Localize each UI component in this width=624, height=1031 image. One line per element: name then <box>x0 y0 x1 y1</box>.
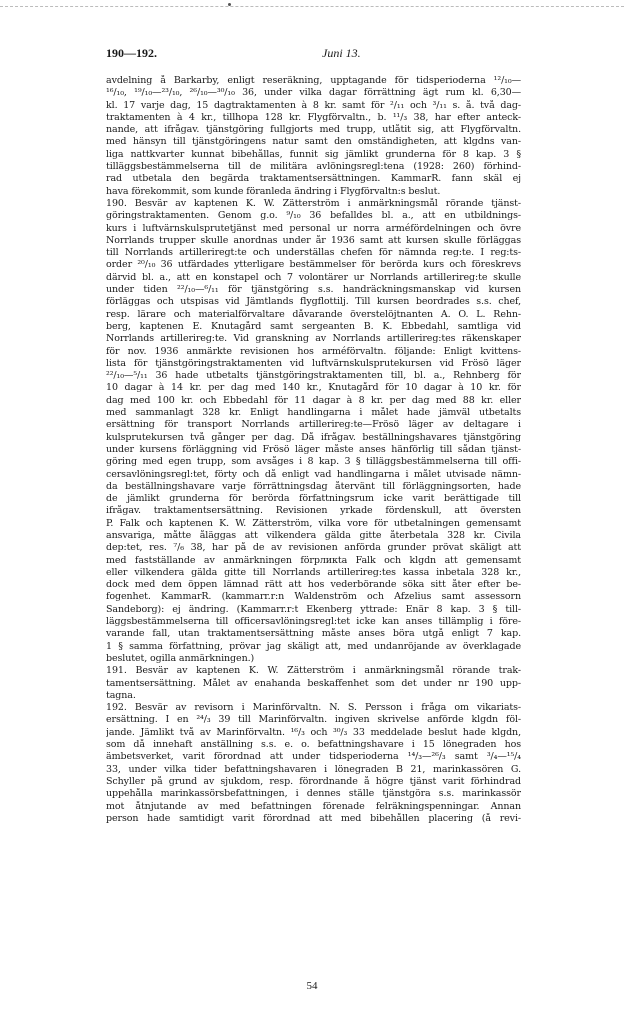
text-line: order ²⁰/₁₀ 36 utfärdades ytterligare bestämmelser för berörda kurs och föreskrevs <box>106 259 521 271</box>
text-line: 10 dagar à 14 kr. per dag med 140 kr., Knutagård för 10 dagar à 10 kr. för <box>106 382 521 394</box>
text-line: ersättning. I en ²⁴/₃ 39 till Marinförvaltn. ingiven skrivelse anförde klgdn föl- <box>106 714 521 726</box>
text-line: tamentsersättning. Målet av enahanda beskaffenhet som det under nr 190 upp- <box>106 677 521 689</box>
section-range: 190—192. <box>106 46 157 60</box>
text-line: 33, under vilka tider befattningshavaren i lönegraden B 21, marinkassören G. <box>106 763 521 775</box>
text-line: da beställningshavare varje förrättningsdag återvänt till förläggningsorten, hade <box>106 480 521 492</box>
text-line: kurs i luftvärnskulsprutetjänst med personal ur norra arméfördelningen och övre <box>106 222 521 234</box>
text-line: göringstraktamenten. Genom g.o. ⁹/₁₀ 36 befalldes bl. a., att en utbildnings- <box>106 210 521 222</box>
text-line: 190. Besvär av kaptenen K. W. Zätterström i anmärkningsmål rörande tjänst- <box>106 197 521 209</box>
text-line: lista för tjänstgöringstraktamenten vid luftvärnskulsprutekursen vid Frösö läger <box>106 357 521 369</box>
text-line: med hänsyn till tjänstgöringens natur samt den omständigheten, att klgdns van- <box>106 136 521 148</box>
text-line: beslutet, ogilla anmärkningen.) <box>106 652 255 664</box>
text-line: som då innehaft anställning s.s. e. o. befattningshavare i 15 lönegraden hos <box>106 739 521 751</box>
text-line: med sammanlagt 328 kr. Enligt handlingarna i målet hade jämväl utbetalts <box>106 407 521 419</box>
text-line: Norrlands trupper skulle anordnas under år 1936 samt att kursen skulle förläggas <box>106 234 521 246</box>
text-line: dock med dem öppen lämnad rätt att hos vederbörande söka sitt åter efter be- <box>106 579 521 591</box>
text-line: ämbetsverket, varit förordnad att under tidsperioderna ¹⁴/₃—²⁶/₃ samt ³/₄—¹⁵/₄ <box>106 751 521 763</box>
scan-speck <box>228 3 231 6</box>
text-line: 192. Besvär av revisorn i Marinförvaltn. N. S. Persson i fråga om vikariats- <box>106 702 521 714</box>
text-line: till Norrlands artilleriregt:te och underställas chefen för nämnda reg:te. I reg:ts- <box>106 247 521 259</box>
text-line: under tiden ²²/₁₀—⁶/₁₁ för tjänstgöring s.s. handräckningsmanskap vid kursen <box>106 284 521 296</box>
text-line: cersavlöningsregl:tet, förty och då enligt vad handlingarna i målet utvisade nämn- <box>106 468 521 480</box>
text-line: Norrlands artillerireg:te. Vid granskning av Norrlands artillerireg:tes räkenskaper <box>106 333 521 345</box>
text-line: kulsprutekursen två gånger per dag. Då ifrågav. beställningshavares tjänstgöring <box>106 431 521 443</box>
text-line: ansvariga, måtte åläggas att vilkendera gälda gitte återbetala 328 kr. Civila <box>106 529 521 541</box>
text-line: de jämlikt grunderna för berörda författningsrum icke varit berättigade till <box>106 493 521 505</box>
text-line: fogenhet. KammarR. (kammarr.r:n Waldenström och Afzelius samt assessorn <box>106 591 521 603</box>
text-line: ¹⁶/₁₀, ¹⁹/₁₀—²³/₁₀, ²⁶/₁₀—³⁰/₁₀ 36, under vilka dagar förrättning ägt rum kl. 6,30— <box>106 87 521 99</box>
running-date: Juni 13. <box>322 46 361 60</box>
text-line: uppehålla marinkassörsbefattningen, i dennes ställe tjänstgöra s.s. marinkassör <box>106 788 521 800</box>
text-line: P. Falk och kaptenen K. W. Zätterström, vilka vore för utbetalningen gemensamt <box>106 517 521 529</box>
text-line: Schyller på grund av sjukdom, resp. förordnande å högre tjänst varit förhindrad <box>106 775 521 787</box>
text-line: kl. 17 varje dag, 15 dagtraktamenten à 8 kr. samt för ²/₁₁ och ³/₁₁ s. å. två dag- <box>106 99 521 111</box>
text-line: 1 § samma författning, prövar jag skäligt att, med undanröjande av överklagade <box>106 640 521 652</box>
text-line: varande fall, utan traktamentsersättning måste anses böra utgå enligt 7 kap. <box>106 628 521 640</box>
text-line: tagna. <box>106 689 136 701</box>
text-line: göring med egen trupp, som avsåges i 8 kap. 3 § tilläggsbestämmelserna till offi- <box>106 456 521 468</box>
text-line: ersättning för transport Norrlands artillerireg:te—Frösö läger av deltagare i <box>106 419 521 431</box>
text-line: dag med 100 kr. och Ebbedahl för 11 dagar à 8 kr. per dag med 88 kr. eller <box>106 394 521 406</box>
text-line: för nov. 1936 anmärkte revisionen hos arméförvaltn. följande: Enligt kvittens- <box>106 345 521 357</box>
text-line: tilläggsbestämmelserna till de militära avlöningsregl:tena (1928: 260) förhind- <box>106 161 521 173</box>
text-line: 191. Besvär av kaptenen K. W. Zätterström i anmärkningsmål rörande trak- <box>106 665 521 677</box>
page-number: 54 <box>306 980 318 992</box>
text-line: resp. lärare och materialförvaltare dåvarande överstelöjtnanten A. O. L. Rehn- <box>106 308 521 320</box>
text-line: med fastställande av anmärkningen förpликta Falk och klgdn att gemensamt <box>106 554 521 566</box>
text-line: förläggas och utspisas vid Jämtlands flygflottilj. Till kursen beordrades s.s. chef, <box>106 296 521 308</box>
body-text <box>106 75 521 975</box>
text-line: nande, att ifrågav. tjänstgöring fullgjorts med trupp, utlåtit sig, att Flygförvaltn. <box>106 124 521 136</box>
text-line: jande. Jämlikt två av Marinförvaltn. ¹⁶/₃ och ³⁰/₃ 33 meddelade beslut hade klgdn, <box>106 726 521 738</box>
text-line: avdelning å Barkarby, enligt reseräkning, upptagande för tidsperioderna ¹²/₁₀— <box>106 75 521 86</box>
text-line: ²²/₁₀—⁵/₁₁ 36 hade utbetalts tjänstgöringstraktamenten till, bl. a., Rehnberg för <box>106 370 521 382</box>
text-line: eller vilkendera gälda gitte till Norrlands artillerireg:tes kassa inbetala 328 kr., <box>106 566 521 578</box>
text-line: Sandeborg): ej ändring. (Kammarr.r:t Ekenberg yttrade: Enär 8 kap. 3 § till- <box>106 603 521 615</box>
text-line: person hade samtidigt varit förordnad att med bibehållen placering (å revi- <box>106 812 521 824</box>
text-line: under kursens förläggning vid Frösö läger måste anses hänförlig till sådan tjänst- <box>106 443 521 455</box>
text-line: ifrågav. traktamentsersättning. Revisionen yrkade fördenskull, att översten <box>106 505 521 517</box>
scan-top-rule <box>0 6 624 7</box>
text-line: traktamenten à 4 kr., tillhopa 128 kr. Flygförvaltn., b. ¹¹/₃ 38, har efter anteck- <box>106 111 521 123</box>
text-line: dep:tet, res. ⁷/₆ 38, har på de av revisionen anförda grunder prövat skäligt att <box>106 542 521 554</box>
text-line: hava förekommit, som kunde föranleda ändring i Flygförvaltn:s beslut. <box>106 185 441 197</box>
text-line: liga nattkvarter kunnat bibehållas, funnit sig jämlikt grunderna för 8 kap. 3 § <box>106 148 521 160</box>
running-header <box>106 46 521 62</box>
text-line: berg, kaptenen E. Knutagård samt sergeanten B. K. Ebbedahl, samtliga vid <box>106 320 521 332</box>
text-line: därvid bl. a., att en konstapel och 7 volontärer ur Norrlands artillerireg:te skulle <box>106 271 521 283</box>
text-line: rad utbetala den begärda traktamentsersättningen. KammarR. fann skäl ej <box>106 173 521 185</box>
text-line: mot åtnjutande av med befattningen förenade felräkningspenningar. Annan <box>106 800 521 812</box>
text-line: läggsbestämmelserna till officersavlöningsregl:tet icke kan anses tillämplig i före- <box>106 616 521 628</box>
